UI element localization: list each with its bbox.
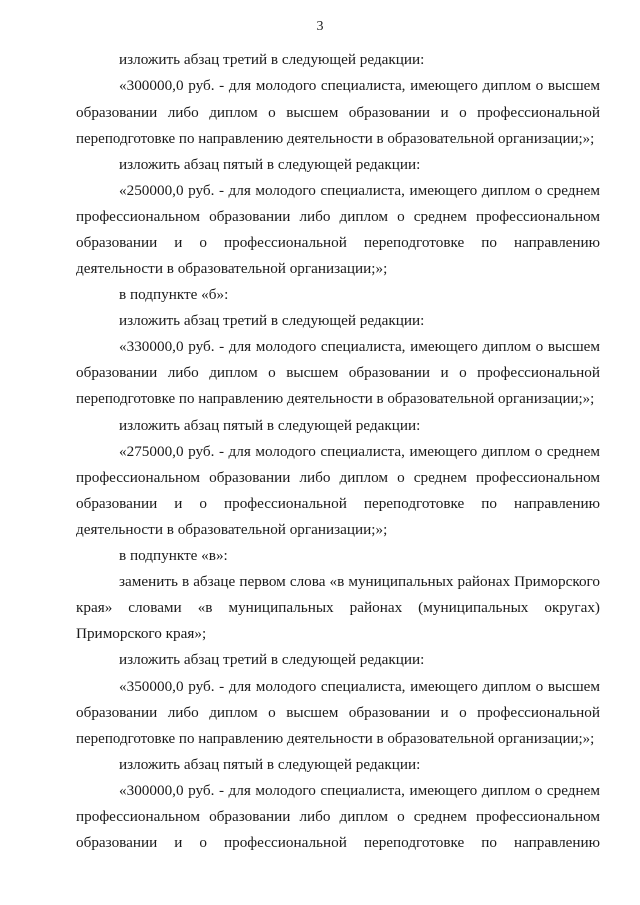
- text-line: «250000,0 руб. - для молодого специалиста, имеющего диплом о среднем: [119, 182, 600, 199]
- text-line: профессиональном образовании либо диплом о среднем профессиональном: [76, 808, 600, 825]
- text-line: образовании либо диплом о высшем образовании и о профессиональной: [76, 704, 600, 721]
- text-line: «300000,0 руб. - для молодого специалиста, имеющего диплом о высшем: [119, 77, 600, 94]
- text-line: в подпункте «в»:: [119, 547, 228, 564]
- text-line: изложить абзац третий в следующей редакции:: [119, 312, 425, 329]
- text-line: «350000,0 руб. - для молодого специалиста, имеющего диплом о высшем: [119, 678, 600, 695]
- text-line: изложить абзац третий в следующей редакции:: [119, 51, 425, 68]
- text-line: края» словами «в муниципальных районах (муниципальных округах): [76, 599, 600, 616]
- text-line: заменить в абзаце первом слова «в муниципальных районах Приморского: [119, 573, 600, 590]
- text-line: образовании либо диплом о высшем образовании и о профессиональной: [76, 104, 600, 121]
- page-number: 3: [316, 19, 324, 34]
- text-line: образовании и о профессиональной переподготовке по направлению: [76, 234, 600, 251]
- text-line: деятельности в образовательной организации;»;: [76, 521, 388, 538]
- text-line: переподготовке по направлению деятельности в образовательной организации;»;: [76, 131, 595, 147]
- text-line: изложить абзац пятый в следующей редакции:: [119, 417, 421, 434]
- text-line: в подпункте «б»:: [119, 286, 229, 303]
- text-line: профессиональном образовании либо диплом о среднем профессиональном: [76, 208, 600, 225]
- text-line: «330000,0 руб. - для молодого специалиста, имеющего диплом о высшем: [119, 338, 600, 355]
- text-line: переподготовке по направлению деятельности в образовательной организации;»;: [76, 731, 595, 747]
- text-line: «300000,0 руб. - для молодого специалиста, имеющего диплом о среднем: [119, 782, 600, 799]
- text-line: «275000,0 руб. - для молодого специалиста, имеющего диплом о среднем: [119, 443, 600, 460]
- text-line: изложить абзац пятый в следующей редакции:: [119, 756, 421, 773]
- text-line: деятельности в образовательной организации;»;: [76, 260, 388, 277]
- text-line: профессиональном образовании либо диплом о среднем профессиональном: [76, 469, 600, 486]
- text-line: образовании и о профессиональной переподготовке по направлению: [76, 834, 600, 851]
- text-line: изложить абзац третий в следующей редакции:: [119, 651, 425, 668]
- text-line: образовании и о профессиональной переподготовке по направлению: [76, 495, 600, 512]
- text-line: Приморского края»;: [76, 625, 207, 642]
- text-line: изложить абзац пятый в следующей редакции:: [119, 156, 421, 173]
- text-line: переподготовке по направлению деятельности в образовательной организации;»;: [76, 391, 595, 407]
- text-line: образовании либо диплом о высшем образовании и о профессиональной: [76, 364, 600, 381]
